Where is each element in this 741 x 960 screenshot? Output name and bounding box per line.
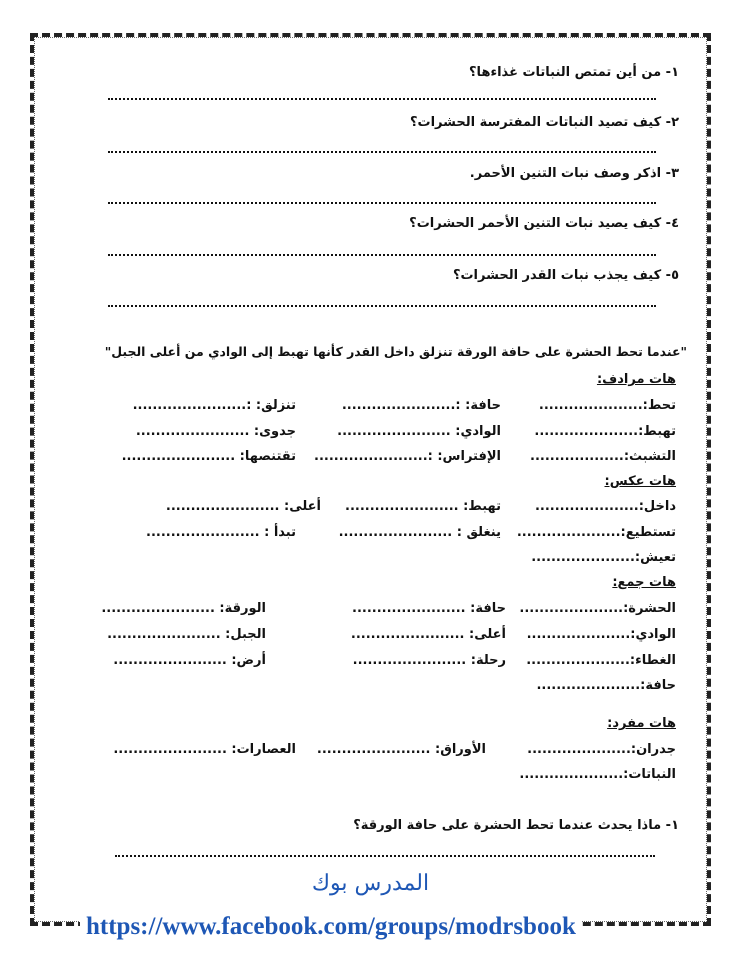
- plural-item: الغطاء:.....................: [526, 653, 676, 668]
- synonym-item: التشبث:...................: [530, 449, 676, 464]
- answer-line-1[interactable]: [108, 98, 656, 100]
- plural-item: الجبل: .......................: [107, 627, 266, 642]
- antonym-item: أعلى: .......................: [165, 499, 321, 514]
- singular-item: النباتات:.....................: [519, 767, 676, 782]
- antonym-item: تبدأ : .......................: [146, 525, 296, 540]
- question-4: ٤- كيف يصيد نبات التنين الأحمر الحشرات؟: [409, 216, 679, 231]
- plural-item: أرض: .......................: [113, 653, 266, 668]
- answer-line-5[interactable]: [108, 305, 656, 307]
- synonym-item: الوادي: .......................: [337, 424, 501, 439]
- synonym-item: جدوى: .......................: [135, 424, 296, 439]
- question-2: ٢- كيف تصيد النباتات المفترسة الحشرات؟: [409, 115, 679, 130]
- synonym-item: حافة: :.......................: [341, 398, 501, 413]
- antonym-item: ينغلق : .......................: [338, 525, 501, 540]
- singular-item: جدران:.....................: [527, 742, 676, 757]
- footer-brand: المدرس بوك: [311, 871, 430, 896]
- synonym-item: تحط:.....................: [538, 398, 676, 413]
- antonym-item: تهبط: .......................: [345, 499, 501, 514]
- answer-line-4[interactable]: [108, 254, 656, 256]
- plural-item: رحلة: .......................: [352, 653, 506, 668]
- answer-line-2[interactable]: [108, 151, 656, 153]
- antonyms-heading: هات عكس:: [604, 474, 676, 489]
- singular-item: العصارات: .......................: [113, 742, 296, 757]
- plural-item: الحشرة:.....................: [519, 601, 676, 616]
- synonym-item: تقتنصها: .......................: [121, 449, 296, 464]
- final-question: ١- ماذا يحدث عندما تحط الحشرة على حافة الورقة؟: [353, 818, 679, 833]
- plural-item: الورقة: .......................: [101, 601, 266, 616]
- plural-item: أعلى: .......................: [350, 627, 506, 642]
- plural-item: حافة:.....................: [536, 678, 676, 693]
- synonyms-heading: هات مرادف:: [596, 372, 676, 387]
- quote-text: "عندما تحط الحشرة على حافة الورقة تنزلق داخل القدر كأنها تهبط إلى الوادي من أعلى الجبل": [104, 344, 687, 359]
- antonym-item: تعيش:.....................: [531, 550, 676, 565]
- question-1: ١- من أين تمتص النباتات غذاءها؟: [469, 65, 679, 80]
- singulars-heading: هات مفرد:: [607, 716, 676, 731]
- answer-line-3[interactable]: [108, 202, 656, 204]
- plural-item: الوادي:.....................: [526, 627, 676, 642]
- synonym-item: الإفتراس: :.......................: [314, 449, 501, 464]
- question-3: ٣- اذكر وصف نبات التنين الأحمر.: [469, 166, 679, 181]
- antonym-item: داخل:.....................: [534, 499, 676, 514]
- question-5: ٥- كيف يجذب نبات القدر الحشرات؟: [452, 268, 679, 283]
- antonym-item: تستطيع:.....................: [516, 525, 676, 540]
- plural-item: حافة: .......................: [352, 601, 506, 616]
- synonym-item: تهبط:.....................: [534, 424, 676, 439]
- singular-item: الأوراق: .......................: [316, 742, 486, 757]
- synonym-item: تنزلق: :.......................: [132, 398, 296, 413]
- footer-url-link[interactable]: https://www.facebook.com/groups/modrsbook: [80, 913, 582, 941]
- plurals-heading: هات جمع:: [612, 575, 676, 590]
- final-answer-line[interactable]: [115, 855, 655, 857]
